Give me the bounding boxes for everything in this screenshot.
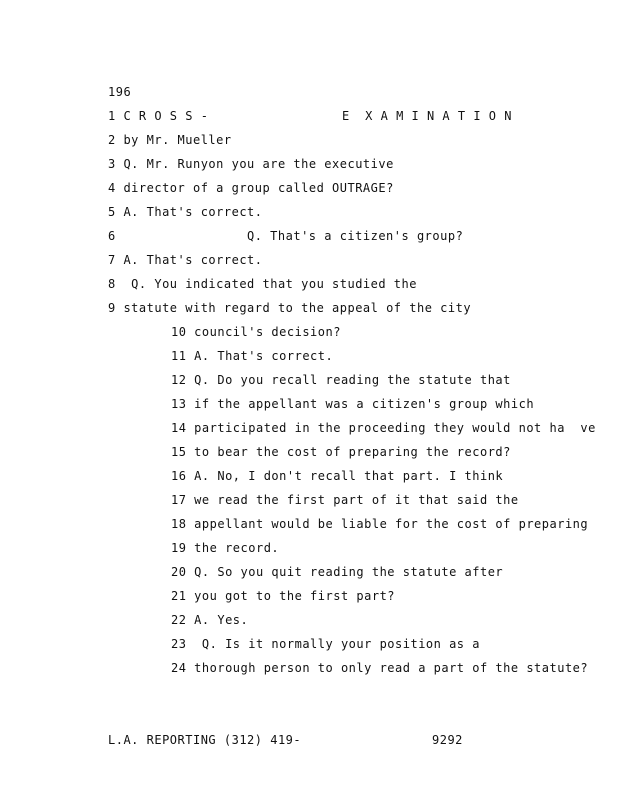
- transcript-line: 2 by Mr. Mueller: [108, 133, 232, 147]
- transcript-line: 11 A. That's correct.: [171, 349, 334, 363]
- transcript-line: 22 A. Yes.: [171, 613, 249, 627]
- transcript-line: 23 Q. Is it normally your position as a: [171, 637, 480, 651]
- transcript-line: E X A M I N A T I O N: [342, 109, 512, 123]
- transcript-line: 20 Q. So you quit reading the statute after: [171, 565, 504, 579]
- transcript-line: 14 participated in the proceeding they would not ha ve: [171, 421, 596, 435]
- transcript-line: 16 A. No, I don't recall that part. I think: [171, 469, 504, 483]
- footer-phone-suffix: 9292: [432, 733, 463, 747]
- transcript-line: 15 to bear the cost of preparing the record?: [171, 445, 511, 459]
- transcript-line: 12 Q. Do you recall reading the statute that: [171, 373, 511, 387]
- page-number: 196: [108, 85, 132, 99]
- transcript-line: 6: [108, 229, 116, 243]
- transcript-line: 1 C R O S S -: [108, 109, 209, 123]
- transcript-line: 24 thorough person to only read a part of the statute?: [171, 661, 589, 675]
- transcript-line: 4 director of a group called OUTRAGE?: [108, 181, 394, 195]
- transcript-line: 8 Q. You indicated that you studied the: [108, 277, 417, 291]
- transcript-line: 13 if the appellant was a citizen's group which: [171, 397, 535, 411]
- transcript-line: 5 A. That's correct.: [108, 205, 263, 219]
- transcript-line: 3 Q. Mr. Runyon you are the executive: [108, 157, 394, 171]
- transcript-line: 9 statute with regard to the appeal of the city: [108, 301, 472, 315]
- footer-reporter: L.A. REPORTING (312) 419-: [108, 733, 302, 747]
- transcript-line: 21 you got to the first part?: [171, 589, 396, 603]
- transcript-line: 7 A. That's correct.: [108, 253, 263, 267]
- transcript-line: 18 appellant would be liable for the cost of preparing: [171, 517, 589, 531]
- transcript-line: 17 we read the first part of it that said the: [171, 493, 519, 507]
- transcript-line: Q. That's a citizen's group?: [247, 229, 464, 243]
- transcript-line: 19 the record.: [171, 541, 280, 555]
- transcript-line: 10 council's decision?: [171, 325, 341, 339]
